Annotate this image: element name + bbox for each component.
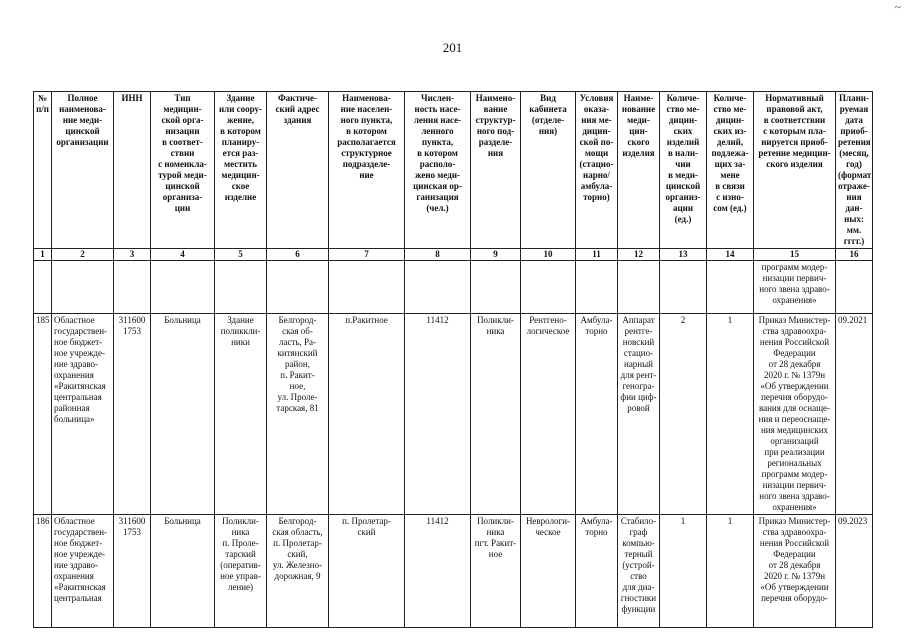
table-row <box>34 515 873 628</box>
legal-act: Приказ Министер- ства здравоохра- нения Российской Федерации от 28 декабря 2020 г. № 1379н «Об утверждении перечня оборудо- <box>754 515 836 628</box>
header-cell: № п/п <box>34 92 52 249</box>
header-cell: Вид кабинета (отделе- ния) <box>521 92 576 249</box>
header-cell: Количе- ство ме- дицин- ских из- делий, подлежа- щих за- мене в связи с изно- сом (ед.) <box>707 92 754 249</box>
column-number-row <box>34 249 873 261</box>
building: Поликли- ника п. Проле- тарский (оператив- ное управ- ление) <box>215 515 267 628</box>
settlement: п.Ракитное <box>329 314 405 515</box>
header-cell: Наименова- ние населен- ного пункта, в котором располагается структурное подразделе- ние <box>329 92 405 249</box>
page-number: 201 <box>442 40 463 55</box>
header-cell: Полное наименова- ние меди- цинской организации <box>52 92 114 249</box>
inn: 311600 1753 <box>114 515 151 628</box>
header-cell: Условия оказа- ния ме- дицин- ской по- мощи (стацио- нарно/ амбула- торно) <box>576 92 618 249</box>
header-cell: Числен- ность насе- ления насе- ленного пункта, в котором располо- жено меди- цинская ор- ганизация (чел.) <box>405 92 471 249</box>
purchase-date: 09.2023 <box>836 515 873 628</box>
qty-available: 2 <box>660 314 707 515</box>
legal-act: Приказ Министер- ства здравоохра- нения Российской Федерации от 28 декабря 2020 г. № 1379н «Об утверждении перечня оборудо- вания для оснаще- ния и переоснаще- ния медицинских организаций при реализации региональных программ модер- низации первич- ного звена здраво- охранения» <box>754 314 836 515</box>
column-number: 4 <box>151 249 215 261</box>
qty-replace: 1 <box>707 515 754 628</box>
subdivision: Поликли- ника <box>471 314 521 515</box>
column-number: 1 <box>34 249 52 261</box>
care-conditions: Амбула- торно <box>576 314 618 515</box>
organization-type: Больница <box>151 515 215 628</box>
subdivision: Поликли- ника пгт. Ракит- ное <box>471 515 521 628</box>
address: Белгород- ская об- ласть, Ра- китянский район, п. Ракит- ное, ул. Проле- тарская, 81 <box>267 314 329 515</box>
qty-available: 1 <box>660 515 707 628</box>
column-number: 7 <box>329 249 405 261</box>
column-number: 2 <box>52 249 114 261</box>
population: 11412 <box>405 515 471 628</box>
column-number: 14 <box>707 249 754 261</box>
organization-name: Областное государствен- ное бюджет- ное учрежде- ние здраво- охранения «Ракитянская центральная районная больница» <box>52 314 114 515</box>
column-number: 13 <box>660 249 707 261</box>
inn: 311600 1753 <box>114 314 151 515</box>
header-cell: Здание или соору- жение, в котором планиру- ется раз- местить медицин- ское изделие <box>215 92 267 249</box>
column-number: 12 <box>618 249 660 261</box>
column-number: 5 <box>215 249 267 261</box>
column-number: 8 <box>405 249 471 261</box>
cabinet: Рентгено- логическое <box>521 314 576 515</box>
equipment-table <box>33 91 873 628</box>
qty-replace: 1 <box>707 314 754 515</box>
row-number: 185 <box>34 314 52 515</box>
header-cell: Наимено- вание структур- ного под- разделе- ния <box>471 92 521 249</box>
header-cell: ИНН <box>114 92 151 249</box>
column-number: 15 <box>754 249 836 261</box>
header-cell: Фактиче- ский адрес здания <box>267 92 329 249</box>
purchase-date: 09.2021 <box>836 314 873 515</box>
header-cell: Нормативный правовой акт, в соответствии с которым пла- нируется приоб- ретение медицин- ского изделия <box>754 92 836 249</box>
device-name: Аппарат рентге- новский стацио- нарный для рент- геногра- фии циф- ровой <box>618 314 660 515</box>
settlement: п. Пролетар- ский <box>329 515 405 628</box>
cabinet: Неврологи- ческое <box>521 515 576 628</box>
header-cell: Количе- ство ме- дицин- ских изделий в нали- чии в меди- цинской организ- ации (ед.) <box>660 92 707 249</box>
address: Белгород- ская область, п. Пролетар- ский, ул. Железно- дорожная, 9 <box>267 515 329 628</box>
population: 11412 <box>405 314 471 515</box>
column-number: 16 <box>836 249 873 261</box>
header-row <box>34 92 873 249</box>
column-number: 11 <box>576 249 618 261</box>
table-row <box>34 314 873 515</box>
column-number: 9 <box>471 249 521 261</box>
header-cell: Тип медицин- ской орга- низации в соответ- ствии с номенкла- турой меди- цинской организа- ции <box>151 92 215 249</box>
continuation-legal-act: программ модер- низации первич- ного звена здраво- охранения» <box>754 261 836 314</box>
organization-name: Областное государствен- ное бюджет- ное учрежде- ние здраво- охранения «Ракитянская центральная <box>52 515 114 628</box>
building: Здание поликкли- ники <box>215 314 267 515</box>
column-number: 6 <box>267 249 329 261</box>
column-number: 10 <box>521 249 576 261</box>
row-number: 186 <box>34 515 52 628</box>
continuation-row <box>34 261 873 314</box>
care-conditions: Амбула- торно <box>576 515 618 628</box>
header-cell: Плани- руемая дата приоб- ретения (месяц, год) (формат отраже- ния дан- ных: мм. гггг.) <box>836 92 873 249</box>
device-name: Стабило- граф компью- терный (устрой- ство для диа- гностики функции <box>618 515 660 628</box>
corner-mark: ~ <box>894 0 901 14</box>
column-number: 3 <box>114 249 151 261</box>
header-cell: Наиме- нование меди- цин- ского изделия <box>618 92 660 249</box>
organization-type: Больница <box>151 314 215 515</box>
